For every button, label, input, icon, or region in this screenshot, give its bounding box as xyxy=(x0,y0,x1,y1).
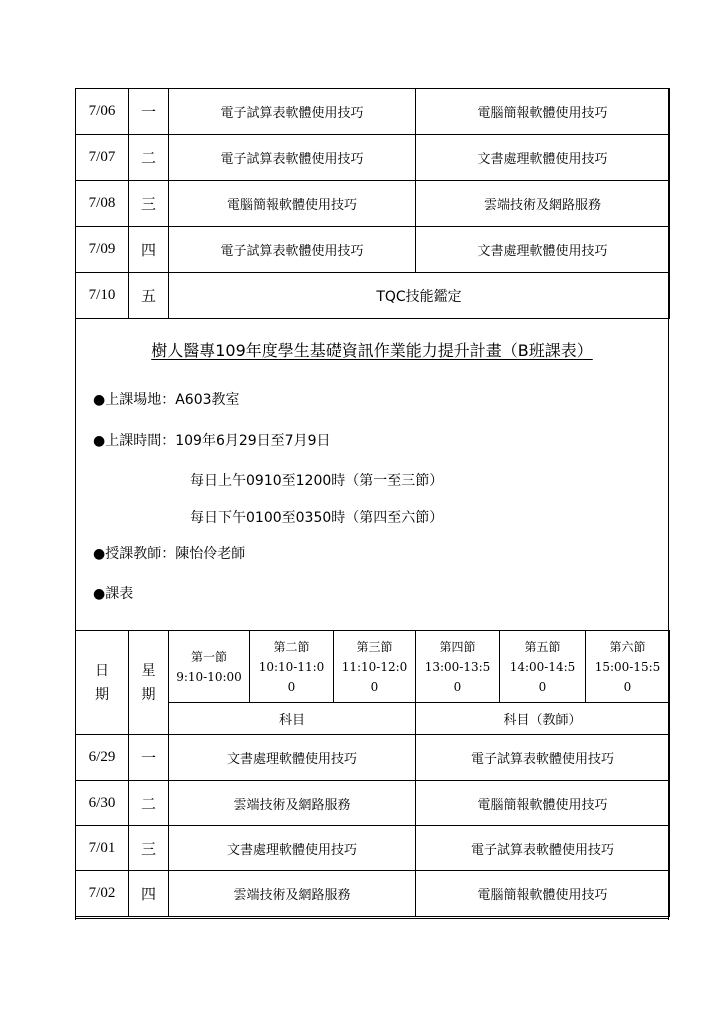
b-class-schedule-table xyxy=(75,630,670,917)
table-row xyxy=(76,735,670,781)
top-schedule-table xyxy=(75,88,670,319)
table-row xyxy=(76,781,670,826)
bottom-rule xyxy=(75,918,669,919)
period-4-header: 第四節 13:00-13:5 0 xyxy=(416,631,500,703)
morning-subject-cell: 電子試算表軟體使用技巧 xyxy=(169,89,416,135)
weekday-cell: 四 xyxy=(129,871,169,917)
table-row xyxy=(76,227,670,273)
weekday-cell: 五 xyxy=(129,273,169,319)
morning-subject-cell: 雲端技術及網路服務 xyxy=(169,871,416,917)
table-row xyxy=(76,135,670,181)
morning-subject-cell: 電子試算表軟體使用技巧 xyxy=(169,227,416,273)
page-title: 樹人醫專109年度學生基礎資訊作業能力提升計畫（B班課表） xyxy=(151,341,593,360)
afternoon-subject-cell: 電腦簡報軟體使用技巧 xyxy=(416,781,670,826)
subject-pm-header: 科目（教師） xyxy=(416,703,670,735)
morning-subject-cell: 電子試算表軟體使用技巧 xyxy=(169,135,416,181)
table-row xyxy=(76,181,670,227)
period-3-header: 第三節 11:10-12:0 0 xyxy=(334,631,416,703)
weekday-cell: 四 xyxy=(129,227,169,273)
weekday-cell: 二 xyxy=(129,135,169,181)
afternoon-subject-cell: 電子試算表軟體使用技巧 xyxy=(416,735,670,781)
header-row xyxy=(76,631,670,703)
date-cell: 7/06 xyxy=(76,89,129,135)
date-cell: 7/02 xyxy=(76,871,129,917)
weekday-cell: 一 xyxy=(129,735,169,781)
afternoon-subject-cell: 電子試算表軟體使用技巧 xyxy=(416,826,670,871)
table-row xyxy=(76,273,670,319)
weekday-cell: 二 xyxy=(129,781,169,826)
weekday-cell: 一 xyxy=(129,89,169,135)
table-row xyxy=(76,89,670,135)
venue-line: ●上課場地：A603教室 xyxy=(93,392,240,408)
afternoon-subject-cell: 電腦簡報軟體使用技巧 xyxy=(416,89,670,135)
date-header: 日 期 xyxy=(76,631,129,735)
weekday-header: 星 期 xyxy=(129,631,169,735)
time-pm-line: 每日下午0100至0350時（第四至六節） xyxy=(190,510,444,526)
date-cell: 7/08 xyxy=(76,181,129,227)
table-row xyxy=(76,871,670,917)
time-line: ●上課時間：109年6月29日至7月9日 xyxy=(93,433,331,449)
date-cell: 6/29 xyxy=(76,735,129,781)
weekday-cell: 三 xyxy=(129,181,169,227)
afternoon-subject-cell: 雲端技術及網路服務 xyxy=(416,181,670,227)
period-2-header: 第二節 10:10-11:0 0 xyxy=(250,631,334,703)
teacher-line: ●授課教師：陳怡伶老師 xyxy=(93,546,246,562)
date-cell: 6/30 xyxy=(76,781,129,826)
period-1-header: 第一節 9:10-10:00 xyxy=(169,631,250,703)
schedule-line: ●課表 xyxy=(93,586,134,602)
period-5-header: 第五節 14:00-14:5 0 xyxy=(500,631,586,703)
table-row xyxy=(76,826,670,871)
morning-subject-cell: 電腦簡報軟體使用技巧 xyxy=(169,181,416,227)
afternoon-subject-cell: 電腦簡報軟體使用技巧 xyxy=(416,871,670,917)
afternoon-subject-cell: 文書處理軟體使用技巧 xyxy=(416,227,670,273)
date-cell: 7/01 xyxy=(76,826,129,871)
morning-subject-cell: 雲端技術及網路服務 xyxy=(169,781,416,826)
morning-subject-cell: 文書處理軟體使用技巧 xyxy=(169,735,416,781)
subject-am-header: 科目 xyxy=(169,703,416,735)
date-cell: 7/07 xyxy=(76,135,129,181)
morning-subject-cell: 文書處理軟體使用技巧 xyxy=(169,826,416,871)
date-cell: 7/10 xyxy=(76,273,129,319)
exam-cell: TQC技能鑑定 xyxy=(169,273,670,319)
period-6-header: 第六節 15:00-15:5 0 xyxy=(586,631,670,703)
weekday-cell: 三 xyxy=(129,826,169,871)
afternoon-subject-cell: 文書處理軟體使用技巧 xyxy=(416,135,670,181)
date-cell: 7/09 xyxy=(76,227,129,273)
time-am-line: 每日上午0910至1200時（第一至三節） xyxy=(190,473,444,489)
